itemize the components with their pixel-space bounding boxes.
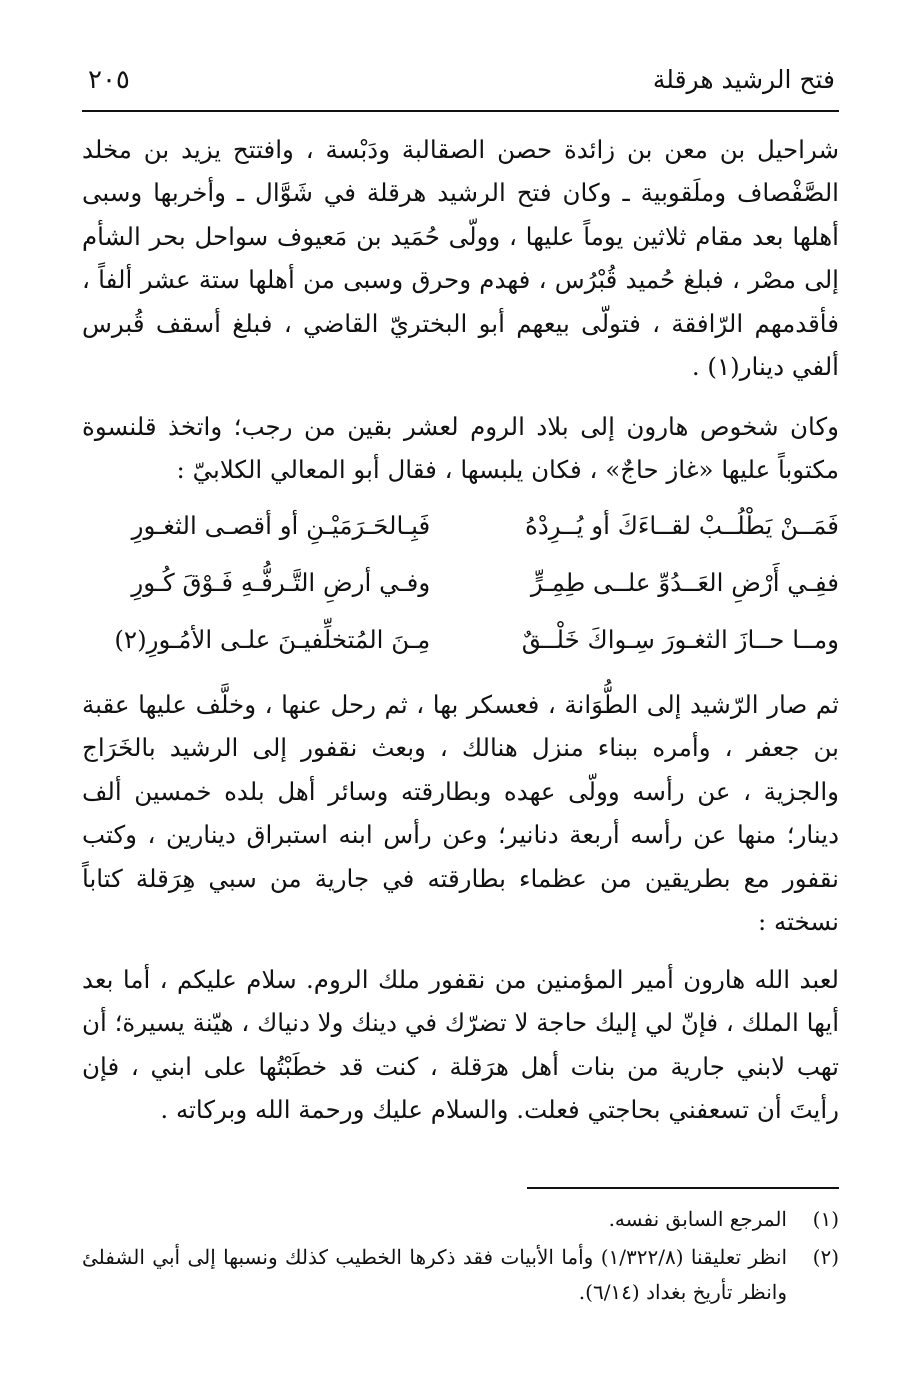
poem-verse: [82, 500, 839, 550]
poem-verse: [82, 614, 839, 664]
footnote-text: انظر تعليقنا (١/٣٢٢/٨) وأما الأبيات فقد ذكرها الخطيب كذلك ونسبها إلى أبي الشفلئ وانظر تأريخ بغداد (٦/١٤).: [82, 1245, 788, 1304]
footnote-number: (٢): [812, 1245, 839, 1269]
body-paragraph: وكان شخوص هارون إلى بلاد الروم لعشر بقين من رجب؛ واتخذ قلنسوة مكتوباً عليها «غاز حاجٌ» ، فكان يلبسها ، فقال أبو المعالي الكلابيّ :: [82, 412, 839, 485]
verse-first-hemistich: فَمَــنْ يَطْلُــبْ لقــاءَكَ أو يُــرِدْهُ: [525, 510, 839, 540]
verse-first-hemistich: ففِـي أَرْضِ العَــدُوِّ علــى طِمِـرٍّ: [530, 567, 839, 597]
poem-verse: [82, 557, 839, 607]
footnote: [82, 1240, 839, 1310]
footnote: [82, 1202, 839, 1237]
page-number: ٢٠٥: [88, 65, 130, 95]
footnote-number: (١): [812, 1207, 839, 1231]
verse-second-hemistich: وفـي أرضِ التَّـرفُّـهِ فَـوْقَ كُـورِ: [131, 567, 431, 597]
verse-second-hemistich: فَبِـالحَـرَمَيْـنِ أو أقصـى الثغـورِ: [131, 510, 431, 540]
running-header-title: فتح الرشيد هرقلة: [652, 65, 835, 94]
header-divider: [82, 110, 839, 112]
body-paragraph: شراحيل بن معن بن زائدة حصن الصقالبة ودَبْسة ، وافتتح يزيد بن مخلد الصَّفْصاف وملَقوبية ـ وكان فتح الرشيد هرقلة في شَوَّال ـ وأخربها وسبى أهلها بعد مقام ثلاثين يوماً عليها ، وولّى حُمَيد بن مَعيوف سواحل بحر الشأم إلى مصْر ، فبلغ حُميد قُبْرُس ، فهدم وحرق وسبى من أهلها ستة عشر ألفاً ، فأقدمهم الرّافقة ، فتولّى بيعهم أبو البختريّ القاضي ، فبلغ أسقف قُبرس ألفي دينار(١) .: [82, 135, 839, 382]
verse-first-hemistich: ومــا حــازَ الثغـورَ سِـواكَ خَلْــقٌ: [521, 624, 839, 654]
footnote-text: المرجع السابق نفسه.: [608, 1207, 787, 1231]
body-paragraph: ثم صار الرّشيد إلى الطُّوَانة ، فعسكر بها ، ثم رحل عنها ، وخلَّف عليها عقبة بن جعفر ، وأمره ببناء منزل هنالك ، وبعث نقفور إلى الرشيد بالخَرَاج والجزية ، عن رأسه وولّى عهده وبطارقته وسائر أهل بلده خمسين ألف دينار؛ منها عن رأسه أربعة دنانير؛ وعن رأس ابنه استبراق دينارين ، وكتب نقفور مع بطريقين من عظماء بطارقته في جارية من سبي هِرَقلة كتاباً نسخته :: [82, 690, 839, 937]
footnote-divider: [527, 1187, 839, 1189]
verse-second-hemistich: مِـنَ المُتخلِّفيـنَ علـى الأمُـورِ(٢): [114, 624, 431, 654]
letter-paragraph: لعبد الله هارون أمير المؤمنين من نقفور ملك الروم. سلام عليكم ، أما بعد أيها الملك ، فإنّ لي إليك حاجة لا تضرّك في دينك ولا دنياك ، هيّنة يسيرة؛ أن تهب لابني جارية من بنات أهل هرَقلة ، كنت قد خطَبْتُها على ابني ، فإن رأيتَ أن تسعفني بحاجتي فعلت. والسلام عليك ورحمة الله وبركاته .: [82, 965, 839, 1125]
